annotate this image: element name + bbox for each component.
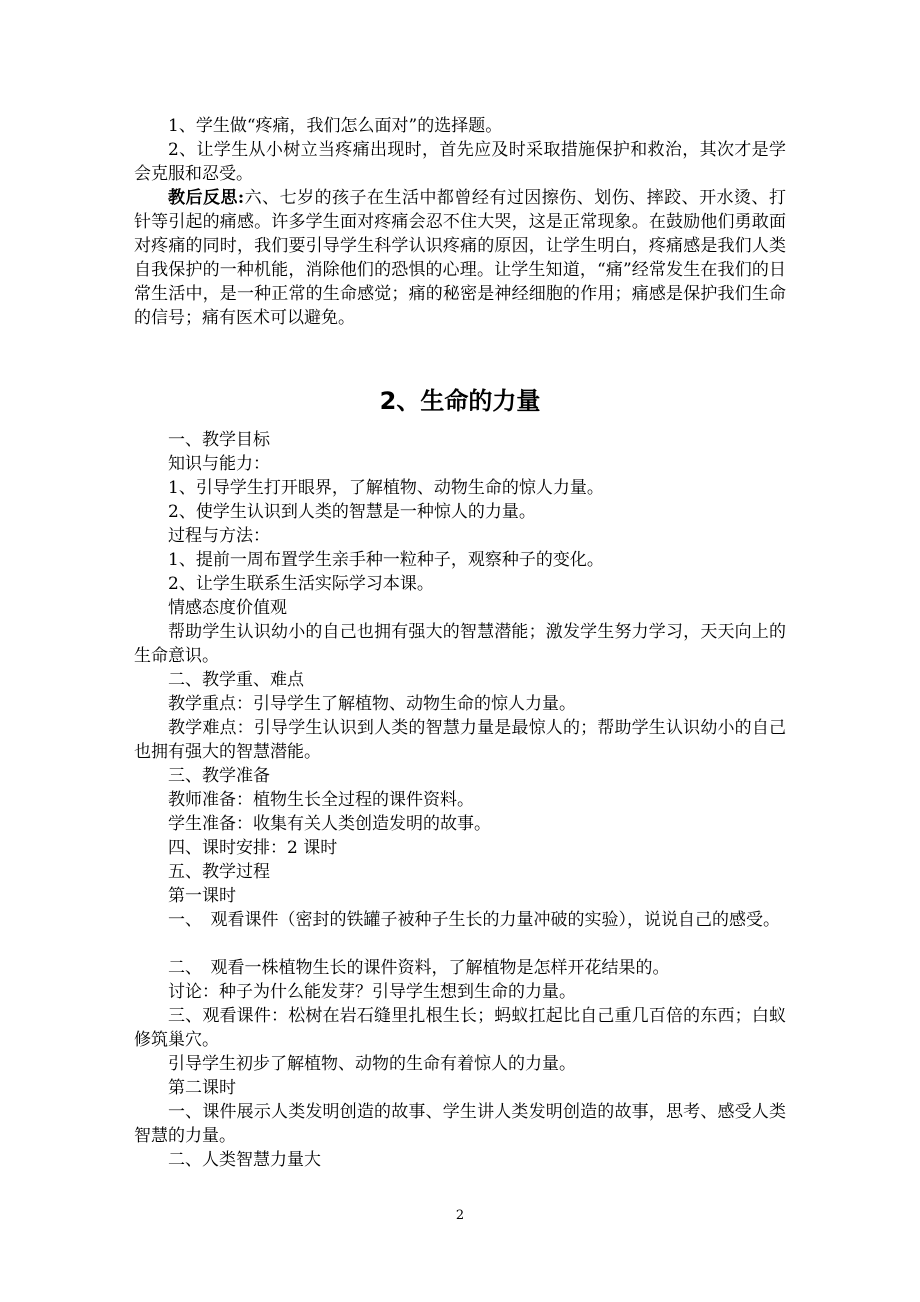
reflection-label: 教后反思: [168,188,245,208]
line-process-1: 1、提前一周布置学生亲手种一粒种子，观察种子的变化。 [168,550,604,570]
paragraph-protection: 2、让学生从小树立当疼痛出现时，首先应及时采取措施保护和救治，其次才是学会克服和忍受。 [134,140,786,184]
line-teacher-prep: 教师准备：植物生长全过程的课件资料。 [168,790,474,810]
lesson-title: 2、生命的力量 [379,387,541,415]
line-process-2: 2、让学生联系生活实际学习本课。 [168,574,434,594]
line-knowledge-2: 2、使学生认识到人类的智慧是一种惊人的力量。 [168,502,536,522]
line-preparation: 三、教学准备 [168,766,270,786]
line-key-difficulty: 教学难点：引导学生认识到人类的智慧力量是最惊人的；帮助学生认识幼小的自己也拥有强大的智慧潜能。 [134,718,786,762]
line-process-heading: 五、教学过程 [168,862,270,882]
line-objectives: 一、教学目标 [168,430,270,450]
line-schedule: 四、课时安排：2 课时 [168,838,338,858]
line-step-3: 三、观看课件：松树在岩石缝里扎根生长；蚂蚁扛起比自己重几百倍的东西；白蚁修筑巢穴。 [134,1006,786,1050]
paragraph-quiz: 1、学生做“疼痛，我们怎么面对”的选择题。 [168,116,503,136]
line-process: 过程与方法： [168,526,270,546]
line-values: 情感态度价值观 [168,598,287,618]
line-period2-step-1: 一、课件展示人类发明创造的故事、学生讲人类发明创造的故事，思考、感受人类智慧的力量。 [134,1102,786,1146]
line-key-focus: 教学重点：引导学生了解植物、动物生命的惊人力量。 [168,694,576,714]
line-knowledge-1: 1、引导学生打开眼界，了解植物、动物生命的惊人力量。 [168,478,604,498]
line-guide: 引导学生初步了解植物、动物的生命有着惊人的力量。 [168,1054,576,1074]
line-period-1: 第一课时 [168,886,236,906]
line-values-text: 帮助学生认识幼小的自己也拥有强大的智慧潜能；激发学生努力学习，天天向上的生命意识。 [134,622,786,666]
line-step-1: 一、 观看课件（密封的铁罐子被种子生长的力量冲破的实验），说说自己的感受。 [168,910,780,930]
line-key-points: 二、教学重、难点 [168,670,304,690]
paragraph-reflection [134,186,786,330]
page-number: 2 [455,1208,465,1223]
line-period2-step-2: 二、人类智慧力量大 [168,1150,321,1170]
line-period-2: 第二课时 [168,1078,236,1098]
line-discussion: 讨论：种子为什么能发芽？引导学生想到生命的力量。 [168,982,576,1002]
line-student-prep: 学生准备：收集有关人类创造发明的故事。 [168,814,491,834]
line-knowledge: 知识与能力： [168,454,270,474]
line-step-2: 二、 观看一株植物生长的课件资料，了解植物是怎样开花结果的。 [168,958,670,978]
reflection-text: 六、七岁的孩子在生活中都曾经有过因擦伤、划伤、摔跤、开水烫、打针等引起的痛感。许多学生面对疼痛会忍不住大哭，这是正常现象。在鼓励他们勇敢面对疼痛的同时，我们要引导学生科学认识疼痛的原因，让学生明白，疼痛感是我们人类自我保护的一种机能，消除他们的恐惧的心理。让学生知道，“痛”经常发生在我们的日常生活中，是一种正常的生命感觉；痛的秘密是神经细胞的作用；痛感是保护我们生命的信号；痛有医术可以避免。 [134,188,786,328]
